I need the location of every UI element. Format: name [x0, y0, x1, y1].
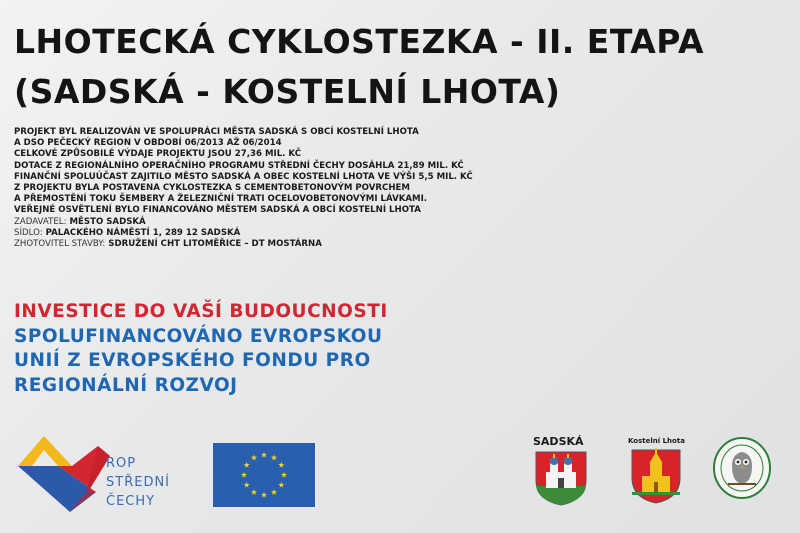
slogan-blue-line-1: SPOLUFINANCOVÁNO EVROPSKOU — [14, 325, 383, 347]
slogan-red-line: INVESTICE DO VAŠÍ BUDOUCNOSTI — [14, 301, 388, 322]
rop-line-3: ČECHY — [106, 494, 156, 509]
kostelni-lhota-crest-icon — [630, 448, 682, 504]
info-line: A PŘEMOSTĚNÍ TOKU ŠEMBERY A ŽELEZNIČNÍ TRATI OCELOVOBETONOVÝMI LÁVKAMI. — [14, 194, 428, 205]
crest-sadska-label: SADSKÁ — [533, 435, 584, 448]
board-subtitle: (SADSKÁ - KOSTELNÍ LHOTA) — [14, 72, 561, 111]
zhotovitel-label: ZHOTOVITEL STAVBY: — [14, 239, 106, 250]
info-line: FINANČNÍ SPOLUÚČAST ZAJITILO MĚSTO SADSKÁ A OBEC KOSTELNÍ LHOTA VE VÝŠI 5,5 MIL. KČ — [14, 171, 473, 182]
info-line: A DSO PEČECKÝ REGION V OBDOBÍ 06/2013 AŽ 06/2014 — [14, 138, 282, 149]
slogan-blue-line-2: UNIÍ Z EVROPSKÉHO FONDU PRO — [14, 350, 371, 371]
zhotovitel-row — [14, 239, 614, 250]
crest-lhota-label: Kostelní Lhota — [628, 437, 685, 445]
zadavatel-label: ZADAVATEL: — [14, 216, 67, 227]
info-line: VEŘEJNÉ OSVĚTLENÍ BYLO FINANCOVÁNO MĚSTEM SADSKÁ A OBCÍ KOSTELNÍ LHOTA — [14, 205, 421, 216]
info-line: Z PROJEKTU BYLA POSTAVENA CYKLOSTEZKA S CEMENTOBETONOVÝM POVRCHEM — [14, 183, 410, 194]
zadavatel-row — [14, 217, 614, 228]
zhotovitel-value: SDRUŽENÍ CHT LITOMĚŘICE – DT MOSTÁRNA — [108, 239, 322, 250]
info-line: DOTACE Z REGIONÁLNÍHO OPERAČNÍHO PROGRAMU STŘEDNÍ ČECHY DOSÁHLA 21,89 MIL. KČ — [14, 160, 464, 171]
rop-logo-text — [106, 454, 170, 511]
rop-line-2: STŘEDNÍ — [106, 475, 171, 490]
board-title: LHOTECKÁ CYKLOSTEZKA - II. ETAPA — [14, 22, 705, 61]
eu-flag-icon — [213, 443, 315, 507]
sidlo-label: SÍDLO: — [14, 227, 43, 238]
slogan-blue-line-3: REGIONÁLNÍ ROZVOJ — [14, 374, 238, 396]
sadska-crest-icon — [534, 450, 588, 506]
pececky-region-seal-icon — [712, 436, 772, 500]
project-info — [14, 127, 614, 250]
sidlo-value: PALACKÉHO NÁMĚSTÍ 1, 289 12 SADSKÁ — [45, 227, 241, 238]
sidlo-row — [14, 228, 614, 239]
info-line: PROJEKT BYL REALIZOVÁN VE SPOLUPRÁCI MĚSTA SADSKÁ S OBCÍ KOSTELNÍ LHOTA — [14, 127, 419, 137]
info-line: CELKOVÉ ZPŮSOBILÉ VÝDAJE PROJEKTU JSOU 27,36 MIL. KČ — [14, 149, 302, 160]
eu-slogan — [14, 300, 388, 398]
zadavatel-value: MĚSTO SADSKÁ — [69, 216, 146, 227]
rop-line-1: ROP — [106, 456, 137, 471]
